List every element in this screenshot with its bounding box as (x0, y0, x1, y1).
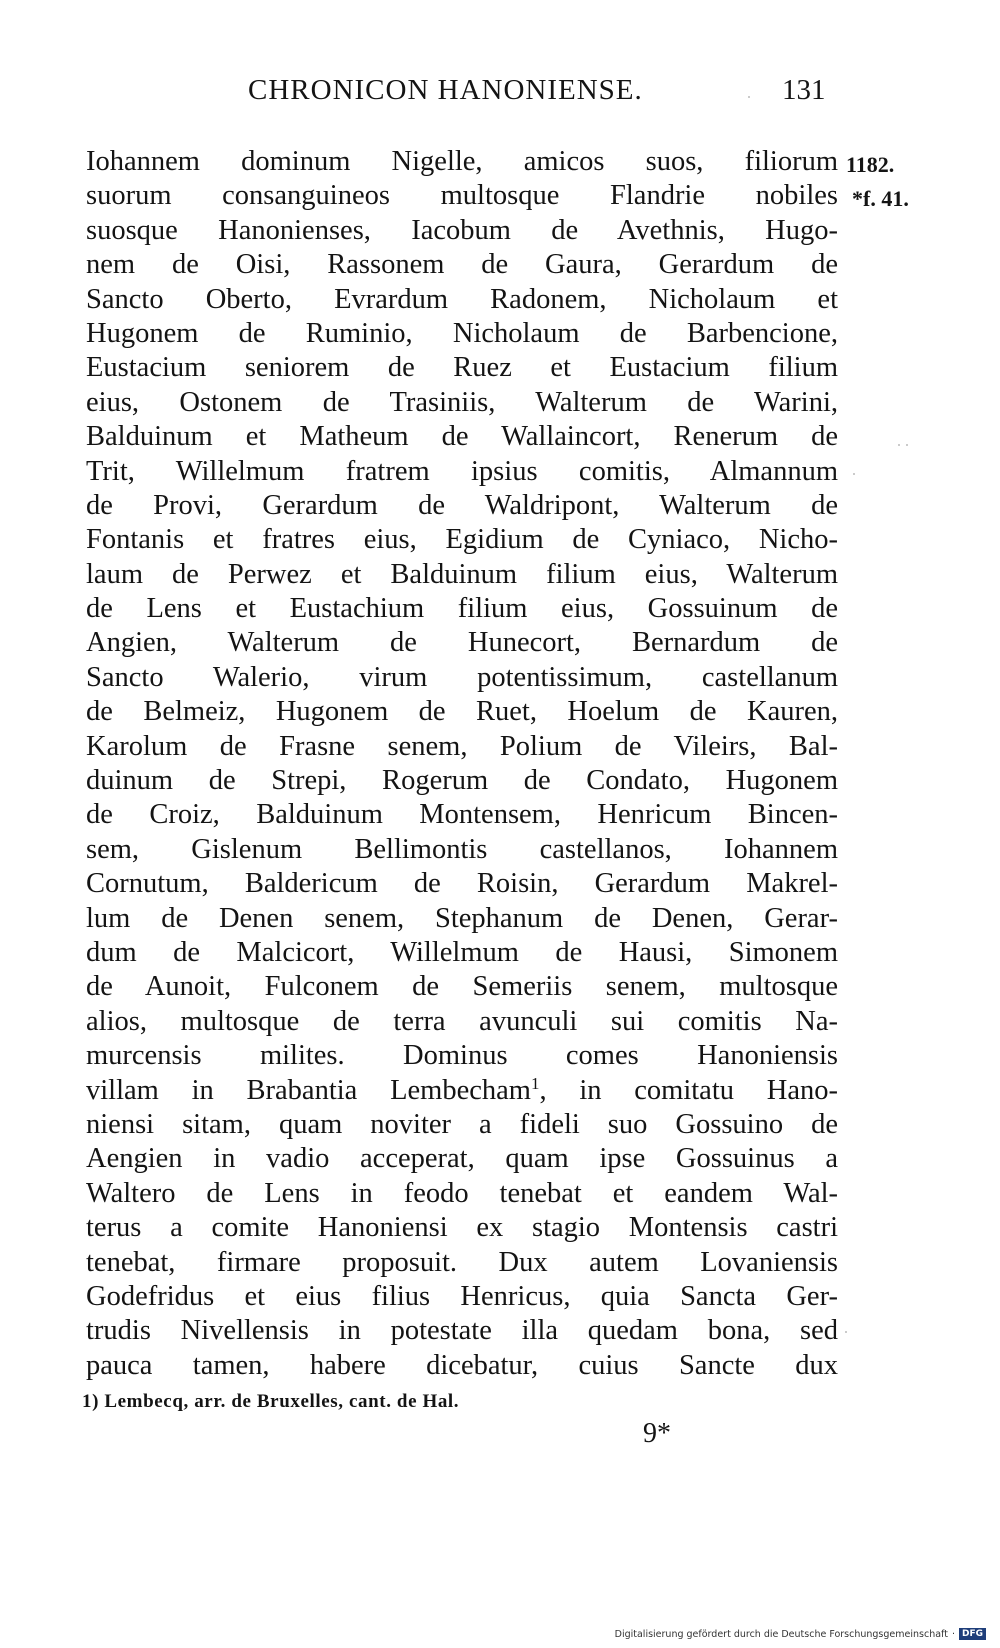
text-line: dum de Malcicort, Willelmum de Hausi, Simonem (86, 936, 838, 968)
text-line: Iohannem dominum Nigelle, amicos suos, filiorum (86, 146, 838, 177)
margin-year-note: 1182. (846, 152, 895, 177)
text-line-end: , in comitatu Hano- (539, 1074, 838, 1106)
signature-mark: 9* (643, 1418, 671, 1449)
scan-speck (853, 473, 855, 475)
scan-speck (748, 96, 750, 98)
text-line: de Aunoit, Fulconem de Semeriis senem, multosque (86, 971, 838, 1003)
text-line: alios, multosque de terra avunculi sui comitis Na- (86, 1005, 838, 1037)
text-line: Cornutum, Baldericum de Roisin, Gerardum Makrel- (86, 868, 838, 900)
footnote-ref-marker: 1 (530, 1073, 540, 1093)
text-line: niensi sitam, quam noviter a fideli suo Gossuino de (86, 1108, 838, 1140)
text-line: Angien, Walterum de Hunecort, Bernardum de (86, 627, 838, 659)
text-line: lum de Denen senem, Stephanum de Denen, Gerar- (86, 902, 838, 934)
body-text (86, 145, 838, 1383)
text-line: duinum de Strepi, Rogerum de Condato, Hugonem (86, 765, 838, 797)
digitization-credit (615, 1628, 986, 1640)
text-line: murcensis milites. Dominus comes Hanoniensis (86, 1040, 838, 1072)
text-line: Eustacium seniorem de Ruez et Eustacium filium (86, 352, 838, 384)
separator: · (951, 1628, 955, 1640)
text-line: suosque Hanonienses, Iacobum de Avethnis, Hugo- (86, 214, 838, 246)
text-line: de Croiz, Balduinum Montensem, Henricum Bincen- (86, 799, 838, 831)
text-line: pauca tamen, habere dicebatur, cuius Sancte dux (86, 1349, 838, 1381)
text-line: Godefridus et eius filius Henricus, quia Sancta Ger- (86, 1280, 838, 1312)
footnote: 1) Lembecq, arr. de Bruxelles, cant. de Hal. (82, 1391, 460, 1412)
text-line: laum de Perwez et Balduinum filium eius, Walterum (86, 558, 838, 590)
text-line: de Belmeiz, Hugonem de Ruet, Hoelum de Kauren, (86, 696, 838, 728)
text-line: de Provi, Gerardum de Waldripont, Walterum de (86, 489, 838, 521)
text-line: tenebat, firmare proposuit. Dux autem Lovaniensis (86, 1246, 838, 1278)
text-line: Hugonem de Ruminio, Nicholaum de Barbencione, (86, 317, 838, 349)
text-line: eius, Ostonem de Trasiniis, Walterum de Warini, (86, 386, 838, 418)
running-title: CHRONICON HANONIENSE. (248, 74, 643, 106)
margin-folio-note: *f. 41. (852, 186, 909, 211)
text-line-start: villam in Brabantia Lembecham (86, 1074, 531, 1106)
text-line: nem de Oisi, Rassonem de Gaura, Gerardum de (86, 249, 838, 281)
dfg-logo: DFG (959, 1628, 986, 1640)
text-line: Trit, Willelmum fratrem ipsius comitis, Almannum (86, 455, 838, 487)
digitization-note: Digitalisierung gefördert durch die Deutsche Forschungsgemeinschaft (614, 1628, 948, 1640)
text-line: Karolum de Frasne senem, Polium de Vileirs, Bal- (86, 730, 838, 762)
text-line: Balduinum et Matheum de Wallaincort, Renerum de (86, 421, 838, 453)
text-line: trudis Nivellensis in potestate illa quedam bona, sed (86, 1315, 838, 1347)
text-line: terus a comite Hanoniensi ex stagio Montensis castri (86, 1212, 838, 1244)
text-line-with-footnote-ref (86, 1074, 838, 1108)
page-number: 131 (782, 74, 826, 106)
text-line: de Lens et Eustachium filium eius, Gossuinum de (86, 593, 838, 625)
text-line: Sancto Oberto, Evrardum Radonem, Nicholaum et (86, 283, 838, 315)
scan-speck (906, 444, 908, 446)
text-line: Aengien in vadio acceperat, quam ipse Gossuinus a (86, 1143, 838, 1175)
text-line: Fontanis et fratres eius, Egidium de Cyniaco, Nicho- (86, 524, 838, 556)
text-line: sem, Gislenum Bellimontis castellanos, Iohannem (86, 833, 838, 865)
text-line: Waltero de Lens in feodo tenebat et eandem Wal- (86, 1177, 838, 1209)
scan-speck (845, 1331, 847, 1333)
text-line: suorum consanguineos multosque Flandrie nobiles (86, 180, 838, 212)
text-line: Sancto Walerio, virum potentissimum, castellanum (86, 661, 838, 693)
scan-speck (898, 444, 900, 446)
